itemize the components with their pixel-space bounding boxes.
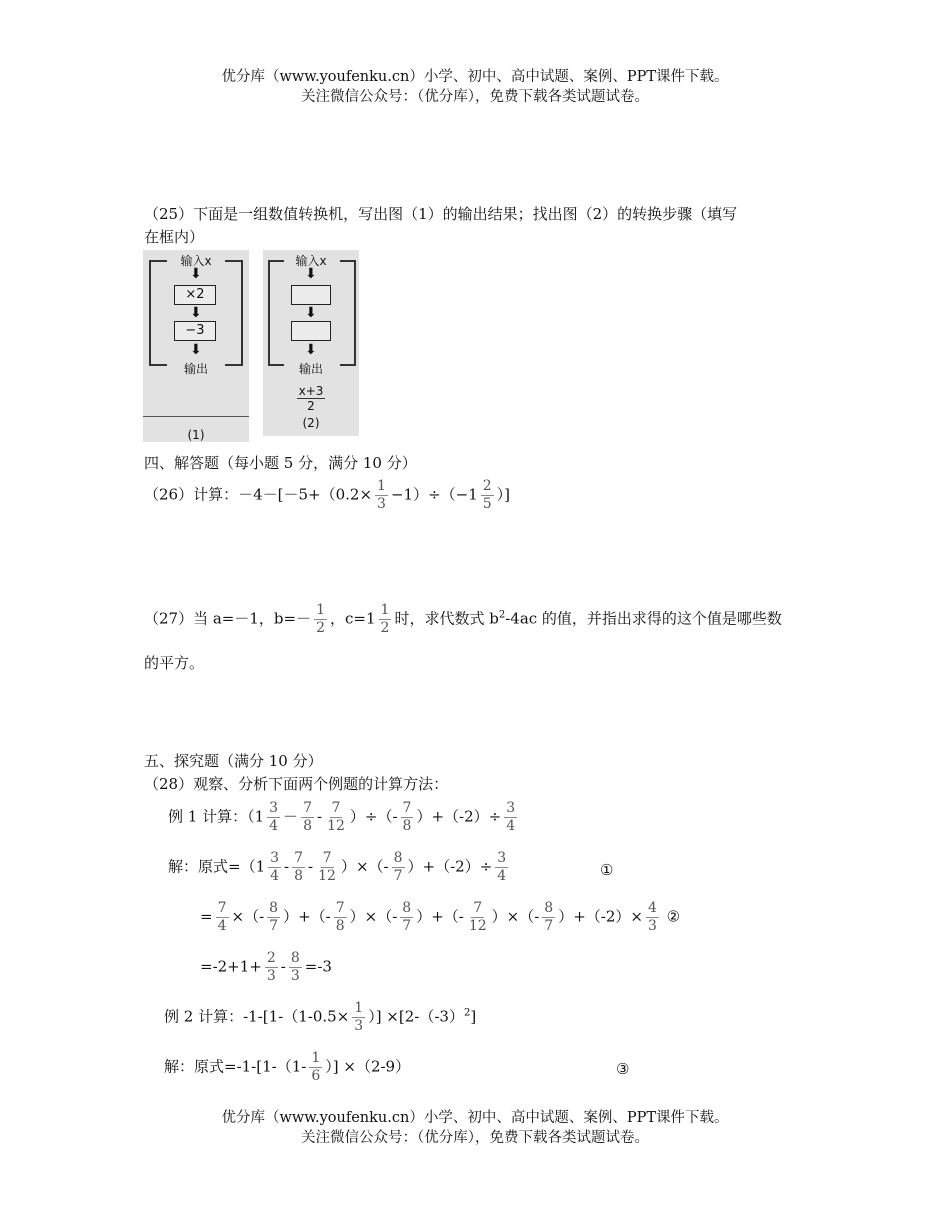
- q26-text-b: −1）÷（−1: [390, 485, 478, 504]
- fraction: $\frac{8}{3}$: [290, 950, 300, 984]
- q27-line-1: [144, 602, 782, 637]
- fraction: $\frac{8}{7}$: [269, 900, 279, 934]
- step-marker-3: ③: [616, 1060, 630, 1078]
- fraction: $\frac{4}{3}$: [647, 900, 657, 934]
- diagram2-output-label: 输出: [298, 362, 323, 376]
- example2-title-text-b: ）] ×[2-（-3）: [368, 1007, 464, 1026]
- example1-title-text: 例 1 计算：（1: [168, 807, 265, 826]
- example2-title: [164, 1000, 476, 1035]
- q25-line-1: （25）下面是一组数值转换机，写出图（1）的输出结果；找出图（2）的转换步骤（填写: [144, 205, 738, 223]
- fraction: $\frac{1}{2}$: [316, 602, 326, 636]
- header-line-2: 关注微信公众号：（优分库），免费下载各类试题试卷。: [301, 89, 649, 105]
- fraction: $\frac{7}{8}$: [335, 900, 345, 934]
- fraction: $\frac{1}{2}$: [380, 602, 390, 636]
- fraction: $\frac{2}{5}$: [482, 478, 492, 512]
- fraction: $\frac{3}{4}$: [506, 800, 516, 834]
- q27-text-c: 时，求代数式 b: [394, 609, 499, 628]
- diagram2-caption: (2): [302, 416, 320, 430]
- example2-solution-text: 解：原式=-1-[1-（1-: [164, 1057, 307, 1076]
- example1-line3-text: =-2+1+: [200, 957, 262, 976]
- fraction: $\frac{3}{4}$: [270, 850, 280, 884]
- fraction: $\frac{3}{4}$: [497, 850, 507, 884]
- fraction: $\frac{1}{3}$: [377, 478, 386, 512]
- q27-text-d: -4ac 的值，并指出求得的这个值是哪些数: [505, 609, 782, 628]
- fraction: $\frac{7}{8}$: [402, 800, 412, 834]
- example2-title-text-c: ]: [470, 1007, 477, 1026]
- fraction: $\frac{1}{3}$: [354, 1000, 364, 1034]
- fraction: $\frac{3}{4}$: [269, 800, 279, 834]
- fraction: $\frac{8}{7}$: [393, 850, 403, 884]
- diagram1-input-label: 输入x: [180, 254, 212, 268]
- down-arrow-icon: ⬇: [305, 305, 317, 321]
- example1-solution-text: 解：原式=（1: [168, 857, 266, 876]
- down-arrow-icon: ⬇: [190, 266, 202, 282]
- q27-text-a: （27）当 a=－1，b=－: [144, 609, 312, 628]
- diagram1-left-bracket: [149, 260, 167, 366]
- diagram1-step1-box: ×2: [174, 285, 216, 305]
- fraction: $\frac{8}{7}$: [544, 900, 554, 934]
- example1-solution-line1: 解：原式=（1 $\frac{3}{4}$ - $\frac{7}{8}$ - $\frac{7}{12}$ ）×（- $\frac{8}{7}$ ）+（-2）÷ $\frac{3}{4}$: [168, 850, 507, 884]
- step-marker-1: ①: [600, 861, 614, 879]
- diagram1-output-label: 输出: [183, 362, 208, 376]
- diagram1-divider: [143, 416, 249, 417]
- fraction: $\frac{7}{4}$: [217, 900, 227, 934]
- q27-superscript: 2: [498, 609, 506, 621]
- diagram1-step2-box: −3: [174, 321, 216, 341]
- example2-superscript: 2: [463, 1007, 471, 1019]
- q27-text-b: ，c=1: [330, 609, 376, 628]
- section-5-heading: 五、探究题（满分 10 分）: [144, 752, 323, 770]
- example2-title-text: 例 2 计算：-1-[1-（1-0.5×: [164, 1007, 350, 1026]
- example2-solution: [164, 1050, 410, 1085]
- down-arrow-icon: ⬇: [190, 342, 202, 358]
- step-marker-2: ②: [666, 907, 681, 926]
- example2-solution-text-b: ）] ×（2-9）: [325, 1057, 411, 1076]
- q26-text-c: ）]: [496, 485, 511, 504]
- q25-line-2: 在框内）: [144, 228, 205, 246]
- example1-solution-line2: = $\frac{7}{4}$ ×（- $\frac{8}{7}$ ）+（- $\frac{7}{8}$ ）×（- $\frac{8}{7}$ ）+（- $\frac{7}{12}$ ）×（- $\frac{8}{7}$ ）+（-2）× $\frac{4}{3}$ ②: [200, 900, 681, 934]
- down-arrow-icon: ⬇: [305, 342, 317, 358]
- example1-solution-line3: =-2+1+ $\frac{2}{3}$ - $\frac{8}{3}$ =-3: [200, 950, 332, 984]
- diagram1-caption: (1): [187, 428, 205, 442]
- diagram2-expr-denominator: 2: [307, 399, 315, 413]
- fraction: $\frac{2}{3}$: [266, 950, 276, 984]
- diagram2-step2-box: [291, 321, 331, 341]
- fraction: $\frac{7}{12}$: [327, 800, 345, 834]
- example1-title: 例 1 计算：（1 $\frac{3}{4}$ － $\frac{7}{8}$ - $\frac{7}{12}$ ）÷（- $\frac{7}{8}$ ）+（-2）÷ $\frac{3}{4}$: [168, 800, 516, 834]
- fraction: $\frac{8}{7}$: [402, 900, 412, 934]
- footer-line-1: 优分库（www.youfenku.cn）小学、初中、高中试题、案例、PPT课件下载。: [221, 1110, 729, 1126]
- section-4-heading: 四、解答题（每小题 5 分，满分 10 分）: [144, 454, 417, 472]
- q26-text-a: （26）计算：－4－[－5+（0.2×: [144, 485, 373, 504]
- diagram2-expression: [291, 384, 331, 413]
- fraction: $\frac{7}{12}$: [318, 850, 336, 884]
- footer-line-2: 关注微信公众号：（优分库），免费下载各类试题试卷。: [301, 1130, 649, 1146]
- conversion-machine-2: [263, 250, 359, 436]
- diagram2-step1-box: [291, 285, 331, 305]
- fraction: $\frac{1}{6}$: [311, 1050, 321, 1084]
- header-line-1: 优分库（www.youfenku.cn）小学、初中、高中试题、案例、PPT课件下载。: [221, 69, 729, 85]
- q27-line-2: 的平方。: [144, 654, 205, 672]
- diagram2-expr-numerator: x+3: [298, 384, 324, 398]
- down-arrow-icon: ⬇: [305, 266, 317, 282]
- conversion-machine-1: [143, 250, 249, 442]
- example1-result: =-3: [304, 957, 332, 976]
- fraction: $\frac{7}{12}$: [468, 900, 487, 934]
- diagram2-left-bracket: [268, 260, 284, 366]
- fraction: $\frac{7}{8}$: [294, 850, 304, 884]
- diagram2-right-bracket: [340, 260, 356, 366]
- q28-intro: （28）观察、分析下面两个例题的计算方法：: [144, 775, 449, 793]
- diagram1-right-bracket: [225, 260, 243, 366]
- q26-line: [144, 478, 510, 513]
- fraction: $\frac{7}{8}$: [303, 800, 312, 834]
- down-arrow-icon: ⬇: [190, 305, 202, 321]
- diagram2-input-label: 输入x: [295, 254, 327, 268]
